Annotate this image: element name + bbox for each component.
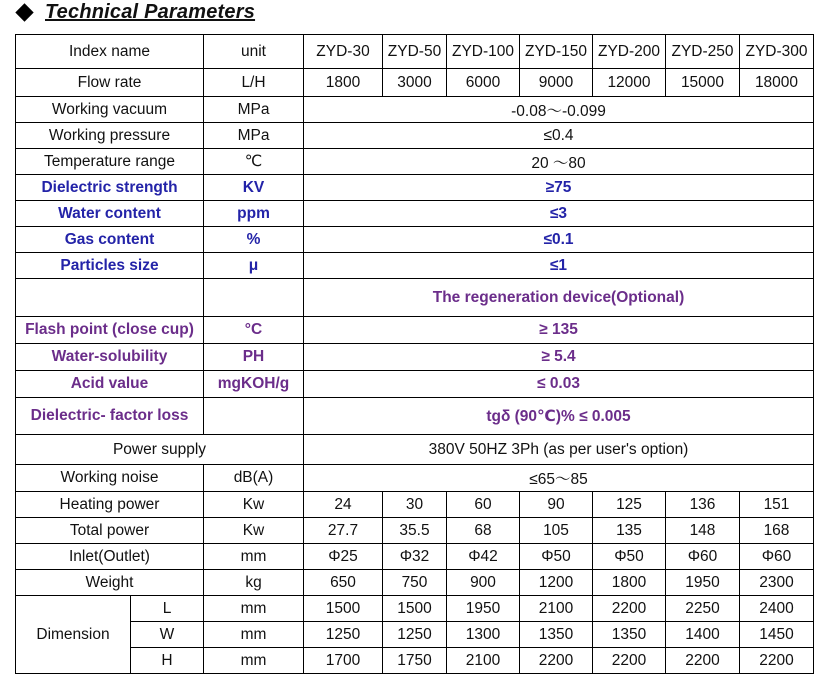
row-label: Weight xyxy=(16,570,204,596)
cell-value: 900 xyxy=(447,570,520,596)
cell-value: 2200 xyxy=(666,648,740,674)
table-row xyxy=(16,371,814,398)
cell-value: 1500 xyxy=(383,596,447,622)
diamond-bullet-icon xyxy=(15,3,33,21)
cell-value: 1250 xyxy=(304,622,383,648)
cell-value: 3000 xyxy=(383,69,447,97)
cell-value: 6000 xyxy=(447,69,520,97)
row-unit: °C xyxy=(204,317,304,344)
cell-value: Φ50 xyxy=(520,544,593,570)
table-row xyxy=(16,149,814,175)
table-row xyxy=(16,622,814,648)
row-unit: mm xyxy=(204,622,304,648)
header-model: ZYD-150 xyxy=(520,35,593,69)
cell-value: ≤ 0.03 xyxy=(304,371,814,398)
row-label: Heating power xyxy=(16,492,204,518)
cell-value: 1400 xyxy=(666,622,740,648)
cell-value: 148 xyxy=(666,518,740,544)
header-model: ZYD-100 xyxy=(447,35,520,69)
cell-value: 1300 xyxy=(447,622,520,648)
table-row xyxy=(16,175,814,201)
regeneration-label: The regeneration device(Optional) xyxy=(304,279,814,317)
cell-value: ≤65～85 xyxy=(304,465,814,492)
row-label: Dielectric strength xyxy=(16,175,204,201)
cell-value: 30 xyxy=(383,492,447,518)
cell-value: Φ32 xyxy=(383,544,447,570)
cell-value: 2100 xyxy=(447,648,520,674)
table-row xyxy=(16,317,814,344)
row-unit: mm xyxy=(204,648,304,674)
cell-value: 750 xyxy=(383,570,447,596)
cell-value: 1700 xyxy=(304,648,383,674)
cell-value: 15000 xyxy=(666,69,740,97)
row-label: Particles size xyxy=(16,253,204,279)
cell-value: 380V 50HZ 3Ph (as per user's option) xyxy=(304,435,814,465)
section-title-text: Technical Parameters xyxy=(45,0,256,23)
empty-cell xyxy=(204,398,304,435)
cell-value: 1950 xyxy=(666,570,740,596)
cell-value: Φ60 xyxy=(666,544,740,570)
table-row xyxy=(16,123,814,149)
row-unit: mgKOH/g xyxy=(204,371,304,398)
cell-value: 2200 xyxy=(740,648,814,674)
table-row xyxy=(16,253,814,279)
row-unit: % xyxy=(204,227,304,253)
cell-value: ≤0.4 xyxy=(304,123,814,149)
cell-value: Φ50 xyxy=(593,544,666,570)
dimension-axis: W xyxy=(131,622,204,648)
row-label: Working vacuum xyxy=(16,97,204,123)
table-row xyxy=(16,398,814,435)
cell-value: ≥ 135 xyxy=(304,317,814,344)
cell-value: Φ25 xyxy=(304,544,383,570)
table-row xyxy=(16,570,814,596)
dimension-axis: H xyxy=(131,648,204,674)
table-row xyxy=(16,435,814,465)
cell-value: 12000 xyxy=(593,69,666,97)
row-label: Flash point (close cup) xyxy=(16,317,204,344)
table-row xyxy=(16,544,814,570)
row-unit: L/H xyxy=(204,69,304,97)
table-row xyxy=(16,596,814,622)
row-label: Acid value xyxy=(16,371,204,398)
row-unit: μ xyxy=(204,253,304,279)
row-label: Power supply xyxy=(16,435,304,465)
cell-value: 650 xyxy=(304,570,383,596)
section-title xyxy=(18,0,255,24)
technical-parameters-table xyxy=(15,34,814,674)
table-row xyxy=(16,227,814,253)
table-row xyxy=(16,518,814,544)
header-unit: unit xyxy=(204,35,304,69)
row-unit: ppm xyxy=(204,201,304,227)
header-model: ZYD-200 xyxy=(593,35,666,69)
cell-value: Φ42 xyxy=(447,544,520,570)
cell-value: ≤0.1 xyxy=(304,227,814,253)
dimension-label: Dimension xyxy=(16,596,131,674)
cell-value: 2200 xyxy=(593,648,666,674)
row-label: Flow rate xyxy=(16,69,204,97)
cell-value: 18000 xyxy=(740,69,814,97)
row-unit: kg xyxy=(204,570,304,596)
cell-value: 1750 xyxy=(383,648,447,674)
table-row xyxy=(16,465,814,492)
table-row xyxy=(16,279,814,317)
cell-value: 168 xyxy=(740,518,814,544)
dimension-axis: L xyxy=(131,596,204,622)
cell-value: 2400 xyxy=(740,596,814,622)
table-row xyxy=(16,492,814,518)
cell-value: 135 xyxy=(593,518,666,544)
cell-value: ≤1 xyxy=(304,253,814,279)
cell-value: 20 ～80 xyxy=(304,149,814,175)
cell-value: 1250 xyxy=(383,622,447,648)
cell-value: 1200 xyxy=(520,570,593,596)
cell-value: 1450 xyxy=(740,622,814,648)
cell-value: 1500 xyxy=(304,596,383,622)
header-row xyxy=(16,35,814,69)
cell-value: 151 xyxy=(740,492,814,518)
cell-value: 35.5 xyxy=(383,518,447,544)
cell-value: tgδ (90℃)% ≤ 0.005 xyxy=(304,398,814,435)
table-row xyxy=(16,69,814,97)
cell-value: 2100 xyxy=(520,596,593,622)
cell-value: ≤3 xyxy=(304,201,814,227)
cell-value: 1950 xyxy=(447,596,520,622)
row-label: Water-solubility xyxy=(16,344,204,371)
cell-value: ≥75 xyxy=(304,175,814,201)
row-unit: Kw xyxy=(204,492,304,518)
table-row xyxy=(16,201,814,227)
row-label: Gas content xyxy=(16,227,204,253)
cell-value: 2250 xyxy=(666,596,740,622)
cell-value: 9000 xyxy=(520,69,593,97)
row-unit: MPa xyxy=(204,123,304,149)
cell-value: 1800 xyxy=(304,69,383,97)
row-unit: Kw xyxy=(204,518,304,544)
table-row xyxy=(16,344,814,371)
cell-value: 68 xyxy=(447,518,520,544)
row-label: Inlet(Outlet) xyxy=(16,544,204,570)
cell-value: ≥ 5.4 xyxy=(304,344,814,371)
cell-value: 105 xyxy=(520,518,593,544)
cell-value: 125 xyxy=(593,492,666,518)
row-label: Dielectric- factor loss xyxy=(16,398,204,435)
cell-value: Φ60 xyxy=(740,544,814,570)
header-model: ZYD-50 xyxy=(383,35,447,69)
empty-cell xyxy=(16,279,204,317)
cell-value: 60 xyxy=(447,492,520,518)
row-label: Working pressure xyxy=(16,123,204,149)
cell-value: 27.7 xyxy=(304,518,383,544)
cell-value: 2200 xyxy=(520,648,593,674)
row-label: Working noise xyxy=(16,465,204,492)
cell-value: 2200 xyxy=(593,596,666,622)
cell-value: 1350 xyxy=(520,622,593,648)
row-unit: KV xyxy=(204,175,304,201)
table-row xyxy=(16,97,814,123)
row-unit: MPa xyxy=(204,97,304,123)
header-model: ZYD-30 xyxy=(304,35,383,69)
header-model: ZYD-300 xyxy=(740,35,814,69)
cell-value: 1350 xyxy=(593,622,666,648)
row-unit: dB(A) xyxy=(204,465,304,492)
cell-value: 1800 xyxy=(593,570,666,596)
empty-cell xyxy=(204,279,304,317)
row-label: Water content xyxy=(16,201,204,227)
cell-value: 136 xyxy=(666,492,740,518)
row-unit: PH xyxy=(204,344,304,371)
table-row xyxy=(16,648,814,674)
row-unit: mm xyxy=(204,544,304,570)
cell-value: -0.08～-0.099 xyxy=(304,97,814,123)
row-unit: mm xyxy=(204,596,304,622)
row-unit: ℃ xyxy=(204,149,304,175)
row-label: Temperature range xyxy=(16,149,204,175)
row-label: Total power xyxy=(16,518,204,544)
header-index-name: Index name xyxy=(16,35,204,69)
header-model: ZYD-250 xyxy=(666,35,740,69)
cell-value: 90 xyxy=(520,492,593,518)
cell-value: 24 xyxy=(304,492,383,518)
cell-value: 2300 xyxy=(740,570,814,596)
